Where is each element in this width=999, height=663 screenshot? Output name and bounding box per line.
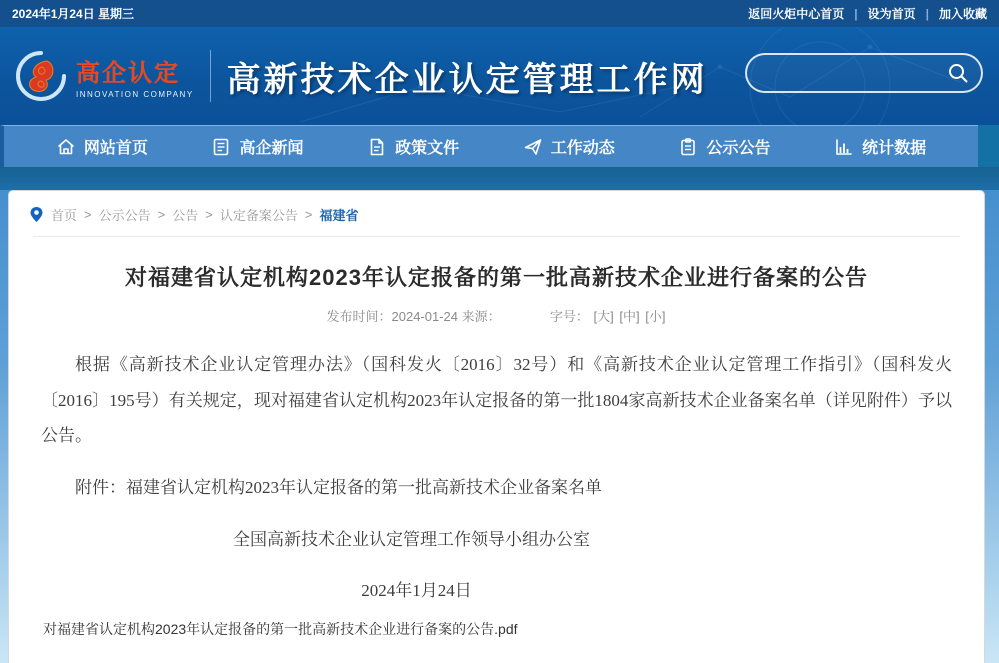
nav-lower-strip: [0, 167, 999, 190]
fontsize-large-button[interactable]: [大]: [593, 309, 614, 324]
top-link-separator: |: [854, 6, 858, 21]
article-meta: [29, 306, 964, 325]
article-signature: 全国高新技术企业认定管理工作领导小组办公室: [233, 529, 590, 549]
nav-item-label: 高企新闻: [239, 140, 304, 157]
search-icon[interactable]: [947, 62, 969, 84]
top-utility-bar: [0, 0, 999, 27]
link-torch-center-home[interactable]: 返回火炬中心首页: [748, 7, 845, 21]
clipboard-icon: [678, 137, 698, 157]
top-link-separator: |: [925, 6, 929, 21]
main-nav: [0, 125, 978, 167]
policy-icon: [367, 137, 387, 157]
top-links: [748, 5, 987, 22]
current-date: 2024年1月24日 星期三: [12, 7, 135, 21]
news-icon: [211, 137, 231, 157]
breadcrumb-notices[interactable]: 公示公告: [98, 208, 151, 223]
search-box: [745, 53, 983, 93]
link-set-homepage[interactable]: 设为首页: [867, 7, 916, 21]
logo-subtitle: INNOVATION COMPANY: [76, 90, 194, 99]
logo-text: [76, 53, 194, 99]
breadcrumb-filing-notices[interactable]: 认定备案公告: [219, 208, 298, 223]
breadcrumb-announcements[interactable]: 公告: [172, 208, 199, 223]
site-header: [0, 27, 999, 125]
site-logo[interactable]: [14, 49, 194, 103]
attachment-pdf-link[interactable]: 对福建省认定机构2023年认定报备的第一批高新技术企业进行备案的公告.pdf: [43, 621, 518, 638]
nav-item-policy[interactable]: [367, 135, 459, 158]
paper-plane-icon: [523, 137, 543, 157]
article-date: 2024年1月24日: [361, 581, 472, 601]
breadcrumb-separator: >: [157, 207, 166, 222]
nav-item-label: 网站首页: [83, 140, 148, 157]
content-panel: [8, 190, 985, 663]
nav-item-label: 统计数据: [862, 140, 927, 157]
article-title: 对福建省认定机构2023年认定报备的第一批高新技术企业进行备案的公告: [125, 265, 868, 290]
nav-item-trends[interactable]: [523, 135, 615, 158]
breadcrumb-home[interactable]: 首页: [51, 208, 78, 223]
nav-item-notice[interactable]: [678, 135, 770, 158]
attachment-reference-line: 附件：福建省认定机构2023年认定报备的第一批高新技术企业备案名单: [75, 478, 602, 498]
nav-item-label: 公示公告: [706, 140, 771, 157]
article-body: [29, 347, 964, 609]
bar-chart-icon: [834, 137, 854, 157]
search-input[interactable]: [759, 65, 947, 81]
header-divider: [210, 50, 211, 102]
article-paragraph: 根据《高新技术企业认定管理办法》（国科发火〔2016〕32号）和《高新技术企业认定管理工作指引》（国科发火〔2016〕195号）有关规定，现对福建省认定机构2023年认定报备的第一批1804家高新技术企业备案名单（详见附件）予以公告。: [41, 355, 952, 446]
fontsize-small-button[interactable]: [小]: [645, 309, 666, 324]
breadcrumb-separator: >: [84, 207, 92, 222]
nav-item-news[interactable]: [211, 135, 303, 158]
publish-date: 发布时间：2024-01-24: [326, 309, 458, 324]
nav-item-label: 政策文件: [395, 140, 460, 157]
breadcrumb-separator: >: [304, 207, 313, 222]
nav-item-label: 工作动态: [550, 140, 615, 157]
fontsize-label: 字号：: [549, 309, 589, 324]
location-pin-icon: [29, 206, 44, 224]
logo-title: 高企认定: [76, 53, 194, 88]
link-add-favorite[interactable]: 加入收藏: [938, 7, 987, 21]
home-icon: [56, 137, 76, 157]
breadcrumb-separator: >: [205, 207, 213, 222]
nav-bar-wrap: [0, 125, 999, 167]
logo-icon: [14, 49, 68, 103]
nav-item-stats[interactable]: [834, 135, 926, 158]
fontsize-medium-button[interactable]: [中]: [619, 309, 640, 324]
breadcrumb: [29, 205, 964, 224]
source-label: 来源：: [461, 309, 501, 324]
breadcrumb-divider: [33, 236, 960, 237]
breadcrumb-current-fujian: 福建省: [319, 208, 359, 223]
site-title: 高新技术企业认定管理工作网: [226, 61, 708, 99]
nav-item-home[interactable]: [56, 135, 148, 158]
